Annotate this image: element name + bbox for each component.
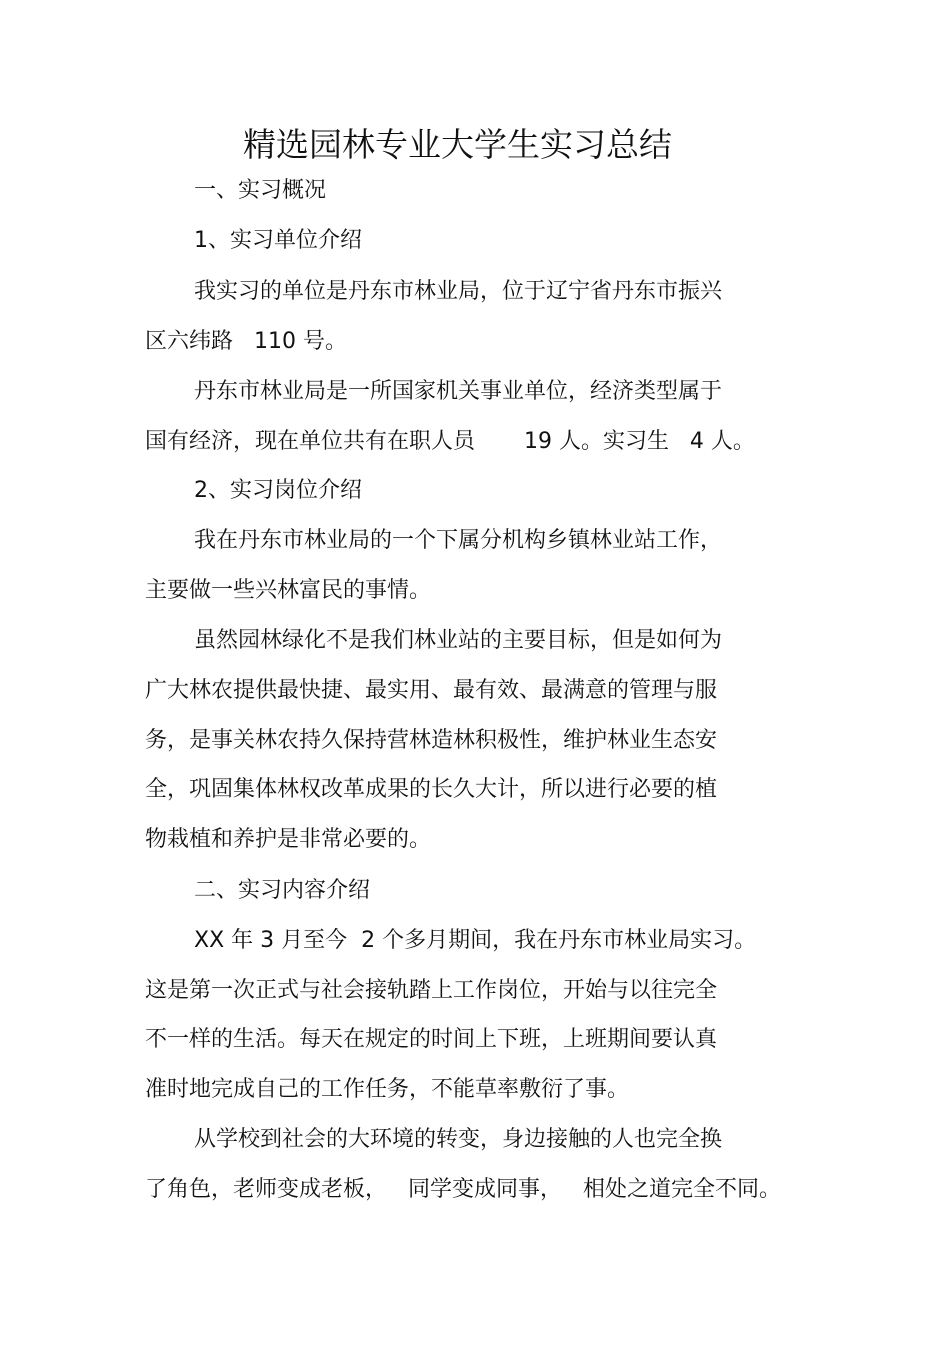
paragraph-line: 务，是事关林农持久保持营林造林积极性，维护林业生态安 — [145, 728, 718, 753]
paragraph-line: 了角色，老师变成老板， 同学变成同事， 相处之道完全不同。 — [145, 1177, 781, 1202]
paragraph-line: 不一样的生活。每天在规定的时间上下班，上班期间要认真 — [145, 1027, 718, 1052]
subsection-heading-position: 2、实习岗位介绍 — [194, 478, 362, 503]
paragraph-line: 全，巩固集体林权改革成果的长久大计，所以进行必要的植 — [145, 777, 718, 802]
paragraph-line: 准时地完成自己的工作任务，不能草率敷衍了事。 — [145, 1077, 630, 1102]
paragraph-line: 主要做一些兴林富民的事情。 — [145, 578, 432, 603]
paragraph-line: 这是第一次正式与社会接轨踏上工作岗位，开始与以往完全 — [145, 978, 718, 1003]
document-title: 精选园林专业大学生实习总结 — [243, 125, 672, 164]
paragraph-line: 我实习的单位是丹东市林业局，位于辽宁省丹东市振兴 — [194, 279, 723, 304]
paragraph-line: 广大林农提供最快捷、最实用、最有效、最满意的管理与服 — [145, 678, 718, 703]
paragraph-line: 丹东市林业局是一所国家机关事业单位，经济类型属于 — [194, 379, 723, 404]
paragraph-line: 区六纬路 110 号。 — [145, 329, 347, 354]
section-heading-overview: 一、实习概况 — [194, 178, 327, 203]
subsection-heading-unit: 1、实习单位介绍 — [194, 228, 362, 253]
paragraph-line: 物栽植和养护是非常必要的。 — [145, 827, 432, 852]
section-heading-content: 二、实习内容介绍 — [194, 878, 371, 903]
paragraph-line: XX 年 3 月至今 2 个多月期间，我在丹东市林业局实习。 — [194, 928, 757, 953]
paragraph-line: 国有经济，现在单位共有在职人员 19 人。实习生 4 人。 — [145, 429, 755, 454]
paragraph-line: 虽然园林绿化不是我们林业站的主要目标，但是如何为 — [194, 628, 723, 653]
paragraph-line: 我在丹东市林业局的一个下属分机构乡镇林业站工作， — [194, 528, 723, 553]
paragraph-line: 从学校到社会的大环境的转变，身边接触的人也完全换 — [194, 1127, 723, 1152]
